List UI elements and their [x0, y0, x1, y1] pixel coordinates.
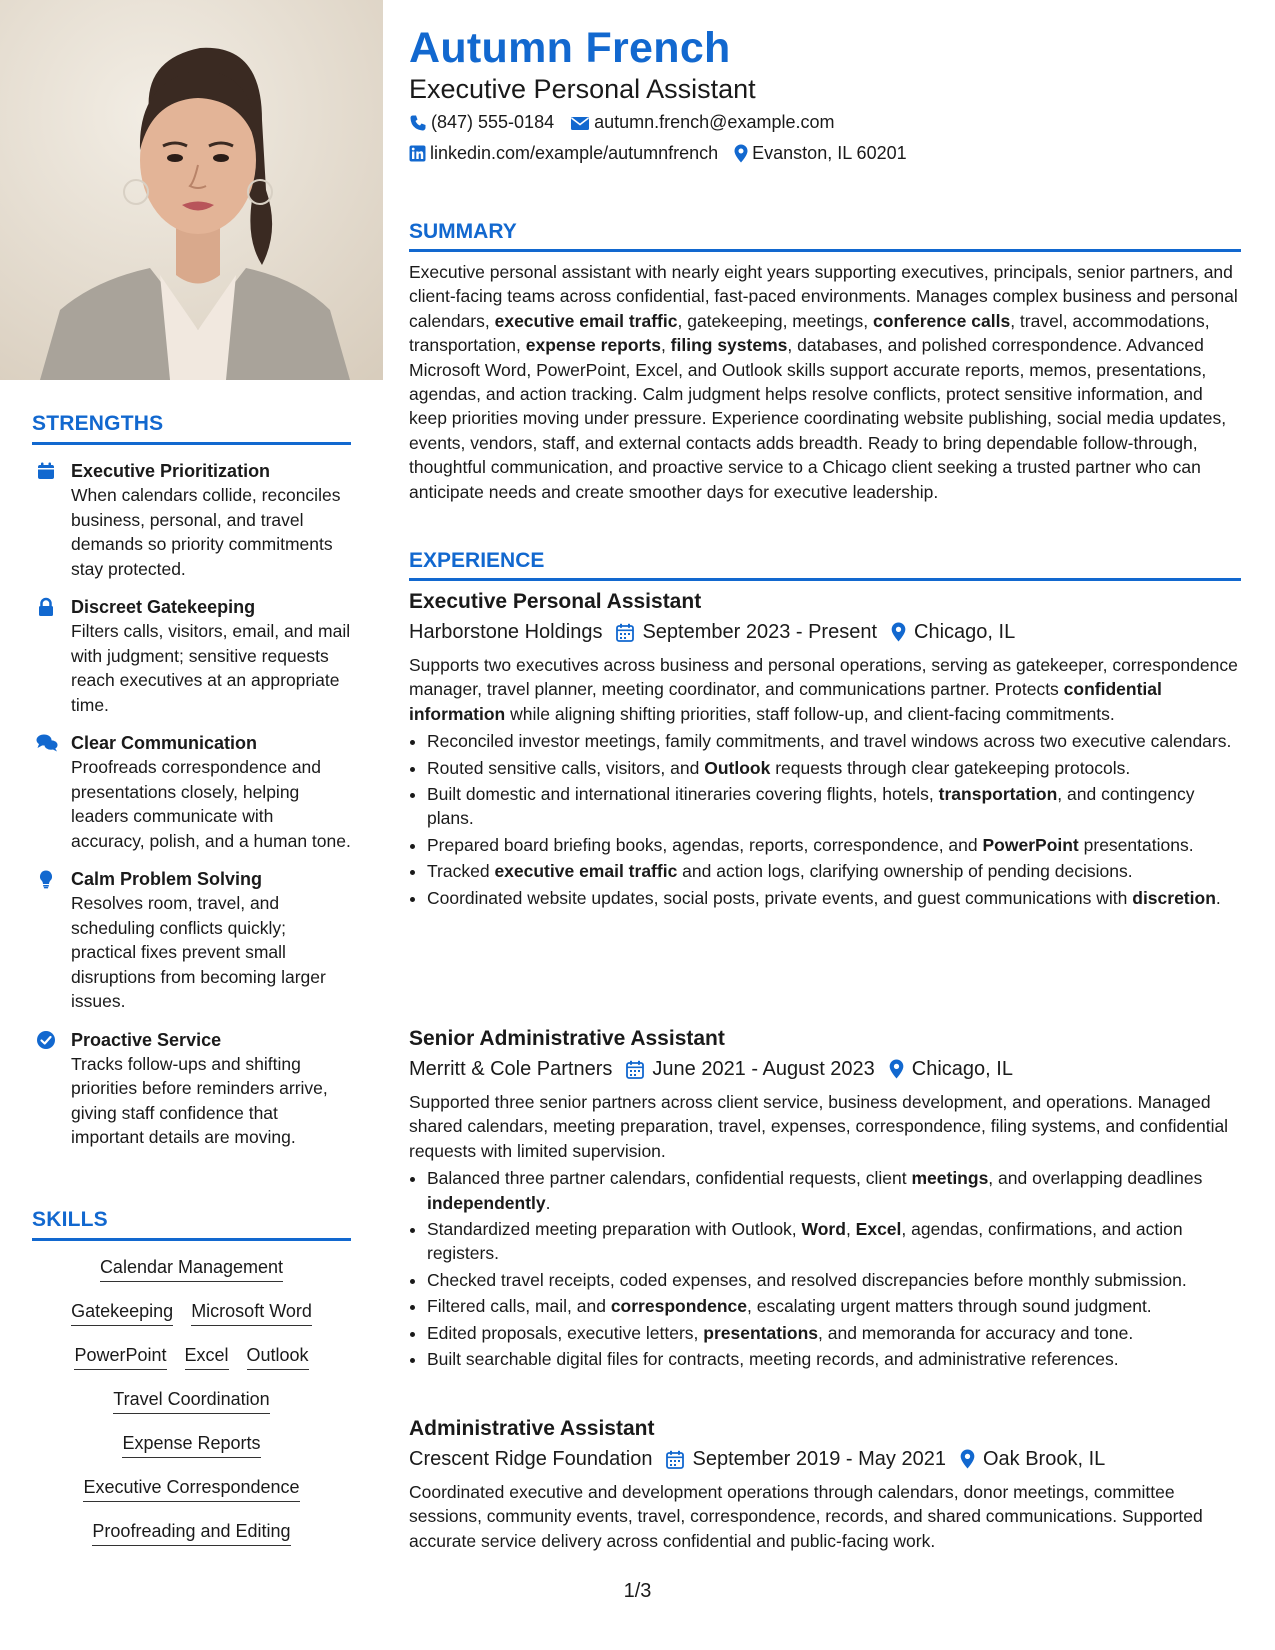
check-circle-icon [36, 1030, 56, 1050]
job-description: Supported three senior partners across client service, business development, and operations. Managed shared calendars, meeting preparation, travel, expenses, correspondence, filing systems, and confidential requests with limited supervision. [409, 1092, 1229, 1161]
job-description: Supports two executives across business and personal operations, serving as gatekeeper, correspondence manager, travel planner, meeting coordinator, and communications partner. Protects confidential information while aligning shifting priorities, staff follow-up, and client-facing commitments. [409, 655, 1238, 724]
strength-title: Discreet Gatekeeping [71, 597, 256, 617]
job-entry [409, 1025, 1241, 1373]
skill-tag: Microsoft Word [191, 1299, 312, 1326]
skill-tag: Outlook [247, 1343, 309, 1370]
summary-section [409, 220, 1241, 504]
bullet-item: • Standardized meeting preparation with Outlook, Word, Excel, agendas, confirmations, and action registers. [427, 1217, 1241, 1266]
calendar-icon [666, 1450, 684, 1469]
strength-title: Proactive Service [71, 1029, 222, 1050]
contact-row-2 [409, 143, 923, 164]
bullet-item: • Built searchable digital files for contracts, meeting records, and administrative references. [427, 1347, 1241, 1371]
strength-title: Clear Communication [71, 733, 258, 753]
chat-icon [36, 733, 56, 753]
map-pin-icon [891, 622, 906, 642]
job-dates: September 2019 - May 2021 [692, 1448, 946, 1470]
bullet-item: • Tracked executive email traffic and action logs, clarifying ownership of pending decisions. [427, 859, 1241, 883]
experience-heading: EXPERIENCE [409, 549, 1241, 581]
skill-tag: PowerPoint [74, 1343, 166, 1370]
job-bullets [409, 1166, 1241, 1371]
strengths-section [32, 412, 351, 1150]
lightbulb-icon [36, 869, 56, 889]
page-number: 1/3 [623, 1580, 652, 1602]
map-pin-icon [889, 1059, 904, 1079]
strength-item [32, 1028, 351, 1150]
skill-tag: Travel Coordination [113, 1387, 269, 1414]
job-title: Executive Personal Assistant [409, 590, 702, 613]
job-company: Merritt & Cole Partners [409, 1058, 613, 1080]
job-dates: June 2021 - August 2023 [652, 1058, 875, 1080]
job-location: Chicago, IL [911, 1058, 1013, 1080]
job-title: Administrative Assistant [409, 1417, 655, 1440]
lock-icon [36, 597, 56, 617]
strength-desc: Proofreads correspondence and presentations closely, helping leaders communicate with accuracy, polish, and a human tone. [71, 757, 351, 851]
email-contact[interactable] [570, 112, 834, 133]
job-dates: September 2023 - Present [642, 621, 878, 643]
strength-desc: When calendars collide, reconciles business, personal, and travel demands so priority commitments stay protected. [71, 485, 341, 579]
job-entry [409, 588, 1241, 912]
phone-text: (847) 555-0184 [431, 112, 555, 132]
calendar-icon [36, 461, 56, 481]
strength-desc: Tracks follow-ups and shifting priorities before reminders arrive, giving staff confidence that important details are moving. [71, 1053, 328, 1147]
job-meta [409, 617, 1241, 647]
job-location: Oak Brook, IL [982, 1448, 1106, 1470]
strength-title: Executive Prioritization [71, 461, 271, 481]
candidate-name: Autumn French [409, 24, 731, 72]
skills-section [32, 1208, 351, 1563]
job-meta [409, 1444, 1241, 1474]
skill-tag: Proofreading and Editing [92, 1519, 290, 1546]
bullet-item: • Edited proposals, executive letters, presentations, and memoranda for accuracy and tone. [427, 1321, 1241, 1345]
phone-icon [409, 114, 427, 132]
phone-contact[interactable] [409, 112, 554, 133]
contact-row [409, 112, 850, 133]
bullet-item: • Reconciled investor meetings, family commitments, and travel windows across two executive calendars. [427, 729, 1241, 753]
bullet-item: • Balanced three partner calendars, confidential requests, client meetings, and overlapping deadlines independently. [427, 1166, 1241, 1215]
linkedin-icon [409, 145, 426, 162]
bullet-item: • Built domestic and international itineraries covering flights, hotels, transportation, and contingency plans. [427, 782, 1241, 831]
bullet-item: • Checked travel receipts, coded expenses, and resolved discrepancies before monthly submission. [427, 1268, 1241, 1292]
job-company: Crescent Ridge Foundation [409, 1448, 653, 1470]
skill-tag: Expense Reports [122, 1431, 260, 1458]
job-entry [409, 1415, 1241, 1553]
map-pin-icon [734, 144, 748, 163]
experience-section [409, 549, 1241, 581]
email-icon [570, 115, 590, 131]
bullet-item: • Filtered calls, mail, and correspondence, escalating urgent matters through sound judgment. [427, 1294, 1241, 1318]
summary-heading: SUMMARY [409, 220, 1241, 252]
strength-desc: Resolves room, travel, and scheduling conflicts quickly; practical fixes prevent small disruptions from becoming larger issues. [71, 893, 326, 1011]
skill-tag: Gatekeeping [71, 1299, 173, 1326]
summary-text: Executive personal assistant with nearly eight years supporting executives, principals, senior partners, and client-facing teams across confidential, fast-paced environments. Manages complex business and personal calendars, executive email traffic, gatekeeping, meetings, conference calls, travel, accommodations, transportation, expense reports, filing systems, databases, and polished correspondence. Advanced Microsoft Word, PowerPoint, Excel, and Outlook skills support accurate reports, memos, presentations, agendas, and action tracking. Calm judgment helps resolve conflicts, protect sensitive information, and keep priorities moving under pressure. Experience coordinating website publishing, social media updates, events, vendors, staff, and external contacts adds breadth. Ready to bring dependable follow-through, thoughtful communication, and proactive service to a Chicago client seeking a trusted partner who can anticipate needs and create smoother days for executive leadership. [409, 262, 1238, 502]
bullet-item: • Prepared board briefing books, agendas, reports, correspondence, and PowerPoint presentations. [427, 833, 1241, 857]
skills-heading: SKILLS [32, 1208, 351, 1241]
strength-item [32, 459, 351, 581]
skills-list [32, 1255, 351, 1546]
map-pin-icon [960, 1449, 975, 1469]
candidate-role: Executive Personal Assistant [409, 74, 756, 104]
job-meta [409, 1054, 1241, 1084]
sidebar [0, 0, 383, 1650]
strength-item [32, 595, 351, 717]
email-text: autumn.french@example.com [594, 112, 835, 132]
profile-photo [0, 0, 383, 380]
linkedin-contact[interactable] [409, 143, 718, 164]
strength-title: Calm Problem Solving [71, 869, 263, 889]
strength-item [32, 867, 351, 1014]
location-text: Evanston, IL 60201 [752, 143, 907, 163]
job-location: Chicago, IL [914, 621, 1016, 643]
strength-item [32, 731, 351, 853]
bullet-item: • Routed sensitive calls, visitors, and Outlook requests through clear gatekeeping protocols. [427, 756, 1241, 780]
job-bullets [409, 729, 1241, 910]
skill-tag: Executive Correspondence [83, 1475, 299, 1502]
location-contact [734, 143, 906, 164]
job-company: Harborstone Holdings [409, 621, 603, 643]
skill-tag: Excel [185, 1343, 229, 1370]
job-title: Senior Administrative Assistant [409, 1027, 725, 1050]
job-description: Coordinated executive and development operations through calendars, donor meetings, committee sessions, community events, travel, correspondence, records, and shared communications. Supported accurate service delivery across confidential and public-facing work. [409, 1482, 1203, 1551]
linkedin-text: linkedin.com/example/autumnfrench [430, 143, 719, 163]
strength-desc: Filters calls, visitors, email, and mail with judgment; sensitive requests reach executives at an appropriate time. [71, 621, 351, 715]
calendar-icon [616, 623, 634, 642]
skill-tag: Calendar Management [100, 1255, 283, 1282]
calendar-icon [626, 1060, 644, 1079]
bullet-item: • Coordinated website updates, social posts, private events, and guest communications with discretion. [427, 886, 1241, 910]
strengths-heading: STRENGTHS [32, 412, 351, 445]
